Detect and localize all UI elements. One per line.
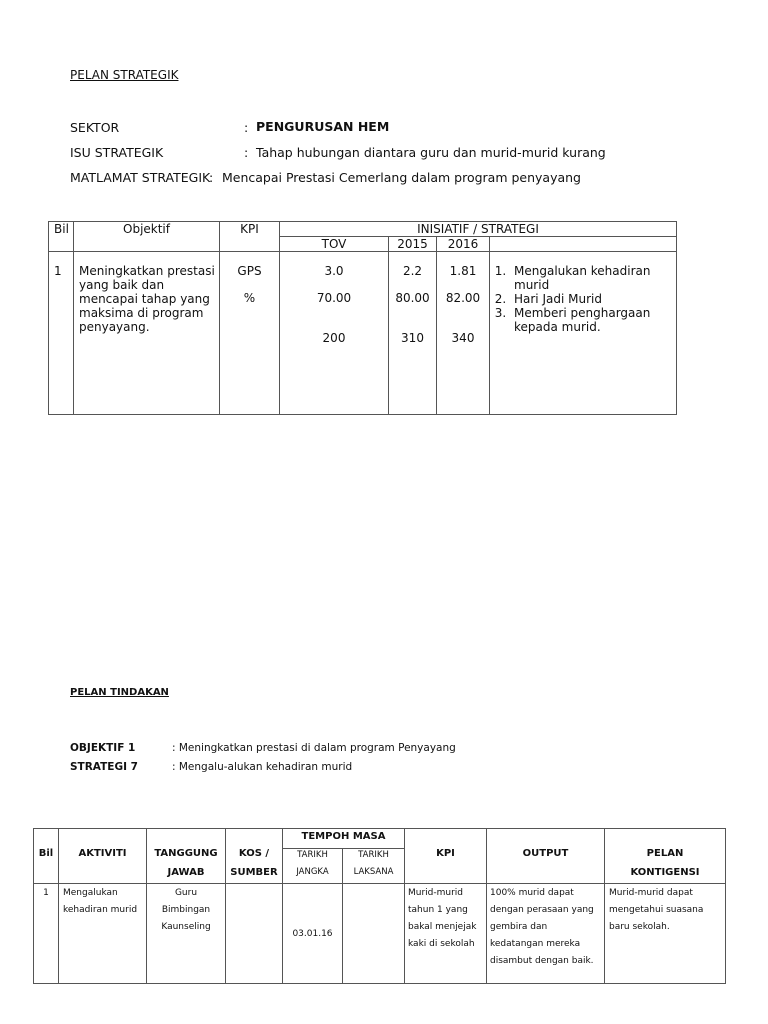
strategi-label: STRATEGI 7 — [70, 761, 138, 773]
row-2015-2: 80.00 — [395, 291, 430, 305]
matlamat-colon: : — [209, 170, 214, 185]
strategi-value: : Mengalu-alukan kehadiran murid — [172, 761, 353, 773]
ap-header-jawab: JAWAB — [167, 867, 205, 878]
ap-header-tarikh-jangka-1: TARIKH — [297, 850, 328, 860]
ap-row-bil: 1 — [43, 888, 49, 898]
header-kpi: KPI — [240, 222, 259, 236]
ap-header-sumber: SUMBER — [230, 867, 278, 878]
page-title: PELAN STRATEGIK — [70, 68, 179, 82]
ap-row-kpi: Murid-murid tahun 1 yang bakal menjejak kaki di sekolah — [408, 888, 477, 949]
row-2015-1: 2.2 — [402, 264, 423, 278]
sektor-value: PENGURUSAN HEM — [256, 119, 390, 134]
strategic-table — [48, 221, 677, 415]
strategy-item: 1. Mengalukan kehadiran murid — [510, 264, 670, 292]
action-plan-title: PELAN TINDAKAN — [70, 687, 169, 698]
row-2016-2: 82.00 — [445, 291, 481, 305]
ap-header-tarikh-laksana-1: TARIKH — [358, 850, 389, 860]
ap-header-kos: KOS / — [238, 848, 270, 859]
isu-value: Tahap hubungan diantara guru dan murid-murid kurang — [256, 145, 606, 160]
sektor-label: SEKTOR — [70, 120, 120, 135]
row-kpi-percent: % — [243, 291, 256, 305]
row-tov-1: 3.0 — [324, 264, 344, 278]
header-objektif: Objektif — [123, 222, 170, 236]
ap-row-tanggung: Guru Bimbingan Kaunseling — [161, 888, 211, 932]
row-2015-3: 310 — [401, 331, 424, 345]
ap-header-aktiviti: AKTIVITI — [78, 848, 127, 859]
action-table — [33, 828, 726, 984]
ap-row-aktiviti: Mengalukan kehadiran murid — [63, 888, 138, 915]
row-2016-3: 340 — [451, 331, 475, 345]
row-bil: 1 — [54, 264, 62, 278]
header-tov: TOV — [321, 237, 347, 251]
isu-colon: : — [244, 145, 249, 160]
header-inisiatif: INISIATIF / STRATEGI — [417, 222, 539, 236]
strategy-item: 3. Memberi penghargaan kepada murid. — [510, 306, 670, 334]
ap-header-kpi: KPI — [436, 848, 455, 859]
ap-row-output: 100% murid dapat dengan perasaan yang gembira dan kedatangan mereka disambut dengan baik. — [490, 888, 594, 966]
objektif-label: OBJEKTIF 1 — [70, 742, 136, 754]
ap-header-output: OUTPUT — [522, 848, 569, 859]
row-tov-3: 200 — [322, 331, 346, 345]
strategy-item: 2. Hari Jadi Murid — [510, 292, 670, 306]
isu-label: ISU STRATEGIK — [70, 145, 164, 160]
ap-row-pelan: Murid-murid dapat mengetahui suasana baru sekolah. — [609, 888, 704, 932]
row-2016-1: 1.81 — [449, 264, 477, 278]
ap-row-tarikh-jangka: 03.01.16 — [292, 929, 333, 939]
objektif-value: : Meningkatkan prestasi di dalam program Penyayang — [172, 742, 456, 754]
ap-header-tarikh-laksana-2: LAKSANA — [353, 867, 394, 877]
matlamat-label: MATLAMAT STRATEGIK — [70, 170, 211, 185]
matlamat-value: Mencapai Prestasi Cemerlang dalam program penyayang — [222, 170, 581, 185]
ap-header-bil: Bil — [38, 848, 54, 859]
header-2016: 2016 — [447, 237, 479, 251]
ap-header-tempoh: TEMPOH MASA — [301, 831, 386, 842]
ap-header-tarikh-jangka-2: JANGKA — [296, 867, 329, 877]
header-bil: Bil — [54, 222, 69, 236]
row-tov-2: 70.00 — [316, 291, 352, 305]
header-2015: 2015 — [397, 237, 428, 251]
ap-header-kontigensi: KONTIGENSI — [630, 867, 700, 878]
row-kpi-gps: GPS — [237, 264, 262, 278]
sektor-colon: : — [244, 120, 249, 135]
ap-header-pelan: PELAN — [646, 848, 684, 859]
strategy-list — [490, 264, 670, 334]
row-objektif: Meningkatkan prestasi yang baik dan mencapai tahap yang maksima di program penyayang. — [79, 264, 215, 334]
ap-header-tanggung: TANGGUNG — [154, 848, 218, 859]
